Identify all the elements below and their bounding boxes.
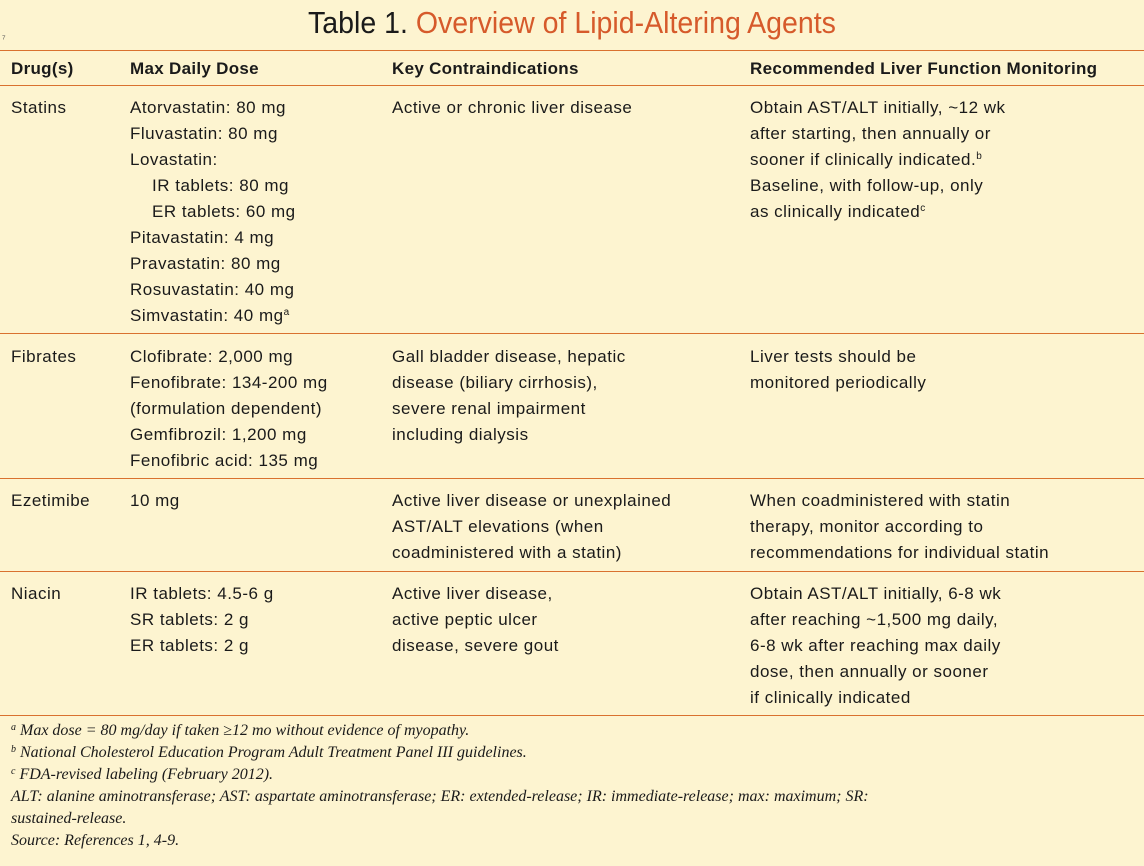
cell-text: SR tablets: 2 g (130, 610, 250, 629)
header-bottom-rule (0, 85, 1144, 86)
drug-name-cell (11, 344, 76, 370)
footnote (11, 720, 1131, 742)
column-header-liver-monitoring: Recommended Liver Function Monitoring (750, 59, 1098, 78)
column-header-max-daily-dose: Max Daily Dose (130, 59, 259, 78)
max-dose-cell (130, 488, 180, 514)
cell-text: 10 mg (130, 491, 180, 510)
cell-line (130, 121, 296, 147)
cell-text: ER tablets: 2 g (130, 636, 250, 655)
monitoring-cell (750, 95, 1006, 225)
monitoring-cell (750, 488, 1049, 566)
footnote-ref: c (920, 203, 926, 214)
cell-text: Atorvastatin: 80 mg (130, 98, 286, 117)
contraindications-cell (392, 488, 671, 566)
table-title (46, 4, 1098, 42)
cell-line (130, 448, 328, 474)
cell-text: if clinically indicated (750, 688, 911, 707)
row-divider (0, 333, 1144, 334)
cell-line (750, 633, 1001, 659)
drug-name-cell (11, 95, 66, 121)
cell-line (750, 121, 1006, 147)
cell-line (392, 344, 626, 370)
footnote (11, 742, 1131, 764)
cell-text: Baseline, with follow-up, only (750, 176, 984, 195)
cell-text: Fenofibric acid: 135 mg (130, 451, 319, 470)
footnote-text: FDA-revised labeling (February 2012). (15, 766, 274, 783)
cell-text: Niacin (11, 584, 62, 603)
cell-line (750, 173, 1006, 199)
cell-line (750, 540, 1049, 566)
cell-text: Simvastatin: 40 mg (130, 306, 284, 325)
monitoring-cell (750, 344, 926, 396)
cell-text: active peptic ulcer (392, 610, 538, 629)
cell-line (130, 199, 296, 225)
cell-line (392, 370, 626, 396)
drug-name-cell (11, 581, 61, 607)
cell-text: as clinically indicated (750, 202, 921, 221)
cell-line (130, 607, 274, 633)
footnote-text: sustained-release. (11, 810, 127, 827)
cell-text: sooner if clinically indicated. (750, 150, 977, 169)
cell-text: Obtain AST/ALT initially, 6-8 wk (750, 584, 1002, 603)
cell-line (750, 514, 1049, 540)
footnote-marker: a (11, 722, 16, 733)
cell-line (750, 199, 1006, 225)
cell-text: Active liver disease or unexplained (392, 491, 672, 510)
cell-text: IR tablets: 4.5-6 g (130, 584, 274, 603)
cell-text: Fibrates (11, 347, 77, 366)
cell-text: Clofibrate: 2,000 mg (130, 347, 294, 366)
cell-line (130, 225, 296, 251)
cell-line (750, 607, 1001, 633)
table-number: Table 1. (308, 5, 408, 40)
cell-line (130, 633, 274, 659)
footnote-ref: b (976, 151, 983, 162)
cell-line (392, 514, 671, 540)
cell-text: AST/ALT elevations (when (392, 517, 604, 536)
cell-line (130, 370, 328, 396)
cell-text: Pravastatin: 80 mg (130, 254, 281, 273)
cell-line (130, 422, 328, 448)
footnote-ref: a (283, 307, 290, 318)
cell-line (750, 147, 1006, 173)
cell-text: after starting, then annually or (750, 124, 991, 143)
cell-text: Obtain AST/ALT initially, ~12 wk (750, 98, 1006, 117)
cell-line (750, 488, 1049, 514)
cell-line (130, 396, 328, 422)
row-divider (0, 478, 1144, 479)
cell-text: Rosuvastatin: 40 mg (130, 280, 295, 299)
cell-line (392, 422, 626, 448)
max-dose-cell (130, 581, 274, 659)
cell-text: dose, then annually or sooner (750, 662, 989, 681)
cell-line (392, 581, 559, 607)
header-top-rule (0, 50, 1144, 51)
cell-line (750, 370, 926, 396)
drug-name-cell (11, 488, 90, 514)
cell-text: 6-8 wk after reaching max daily (750, 636, 1001, 655)
cell-line (11, 488, 90, 514)
corner-mark: ⁷ (2, 34, 6, 45)
row-divider (0, 571, 1144, 572)
cell-text: monitored periodically (750, 373, 927, 392)
footnote-text: ALT: alanine aminotransferase; AST: aspartate aminotransferase; ER: extended-release; IR: immediate-release; max: maximum; SR: (11, 788, 869, 805)
cell-line (750, 659, 1001, 685)
cell-text: Statins (11, 98, 67, 117)
column-header-contraindications: Key Contraindications (392, 59, 579, 78)
footnote (11, 808, 1131, 830)
cell-line (392, 396, 626, 422)
contraindications-cell (392, 581, 559, 659)
cell-line (130, 581, 274, 607)
cell-text: Active liver disease, (392, 584, 553, 603)
cell-text: Active or chronic liver disease (392, 98, 633, 117)
cell-text: Fluvastatin: 80 mg (130, 124, 278, 143)
max-dose-cell (130, 344, 328, 474)
cell-text: Lovastatin: (130, 150, 218, 169)
cell-line (392, 607, 559, 633)
cell-line (11, 344, 76, 370)
footnote-text: Source: References 1, 4-9. (11, 832, 180, 849)
cell-text: (formulation dependent) (130, 399, 323, 418)
footnotes (11, 720, 1131, 852)
cell-line (130, 147, 296, 173)
cell-line (130, 173, 296, 199)
cell-text: IR tablets: 80 mg (152, 176, 290, 195)
footnote-text: National Cholesterol Education Program Adult Treatment Panel III guidelines. (16, 744, 527, 761)
cell-text: disease, severe gout (392, 636, 559, 655)
cell-text: Fenofibrate: 134-200 mg (130, 373, 328, 392)
cell-line (750, 344, 926, 370)
cell-line (750, 581, 1001, 607)
cell-line (750, 95, 1006, 121)
cell-text: coadministered with a statin) (392, 543, 622, 562)
cell-text: therapy, monitor according to (750, 517, 984, 536)
cell-line (11, 95, 66, 121)
cell-text: Ezetimibe (11, 491, 91, 510)
contraindications-cell (392, 344, 626, 448)
table-bottom-rule (0, 715, 1144, 716)
column-header-drugs: Drug(s) (11, 59, 74, 78)
cell-text: recommendations for individual statin (750, 543, 1050, 562)
cell-text: severe renal impairment (392, 399, 586, 418)
cell-line (130, 488, 180, 514)
contraindications-cell (392, 95, 632, 121)
cell-line (750, 685, 1001, 711)
max-dose-cell (130, 95, 296, 329)
cell-line (392, 633, 559, 659)
footnote-marker: c (11, 766, 16, 777)
cell-text: Liver tests should be (750, 347, 917, 366)
cell-line (11, 581, 61, 607)
footnote-marker: b (11, 744, 16, 755)
table-title-text: Overview of Lipid-Altering Agents (415, 5, 836, 40)
cell-text: ER tablets: 60 mg (152, 202, 296, 221)
cell-text: including dialysis (392, 425, 529, 444)
cell-line (130, 95, 296, 121)
cell-text: after reaching ~1,500 mg daily, (750, 610, 999, 629)
cell-line (130, 303, 296, 329)
cell-line (130, 344, 328, 370)
cell-text: Gall bladder disease, hepatic (392, 347, 626, 366)
cell-line (392, 95, 632, 121)
monitoring-cell (750, 581, 1001, 711)
cell-line (130, 251, 296, 277)
cell-line (392, 488, 671, 514)
footnote-text: Max dose = 80 mg/day if taken ≥12 mo without evidence of myopathy. (16, 722, 470, 739)
footnote (11, 764, 1131, 786)
cell-line (392, 540, 671, 566)
cell-line (130, 277, 296, 303)
footnote (11, 830, 1131, 852)
cell-text: Gemfibrozil: 1,200 mg (130, 425, 307, 444)
cell-text: disease (biliary cirrhosis), (392, 373, 598, 392)
footnote (11, 786, 1131, 808)
cell-text: Pitavastatin: 4 mg (130, 228, 275, 247)
cell-text: When coadministered with statin (750, 491, 1011, 510)
